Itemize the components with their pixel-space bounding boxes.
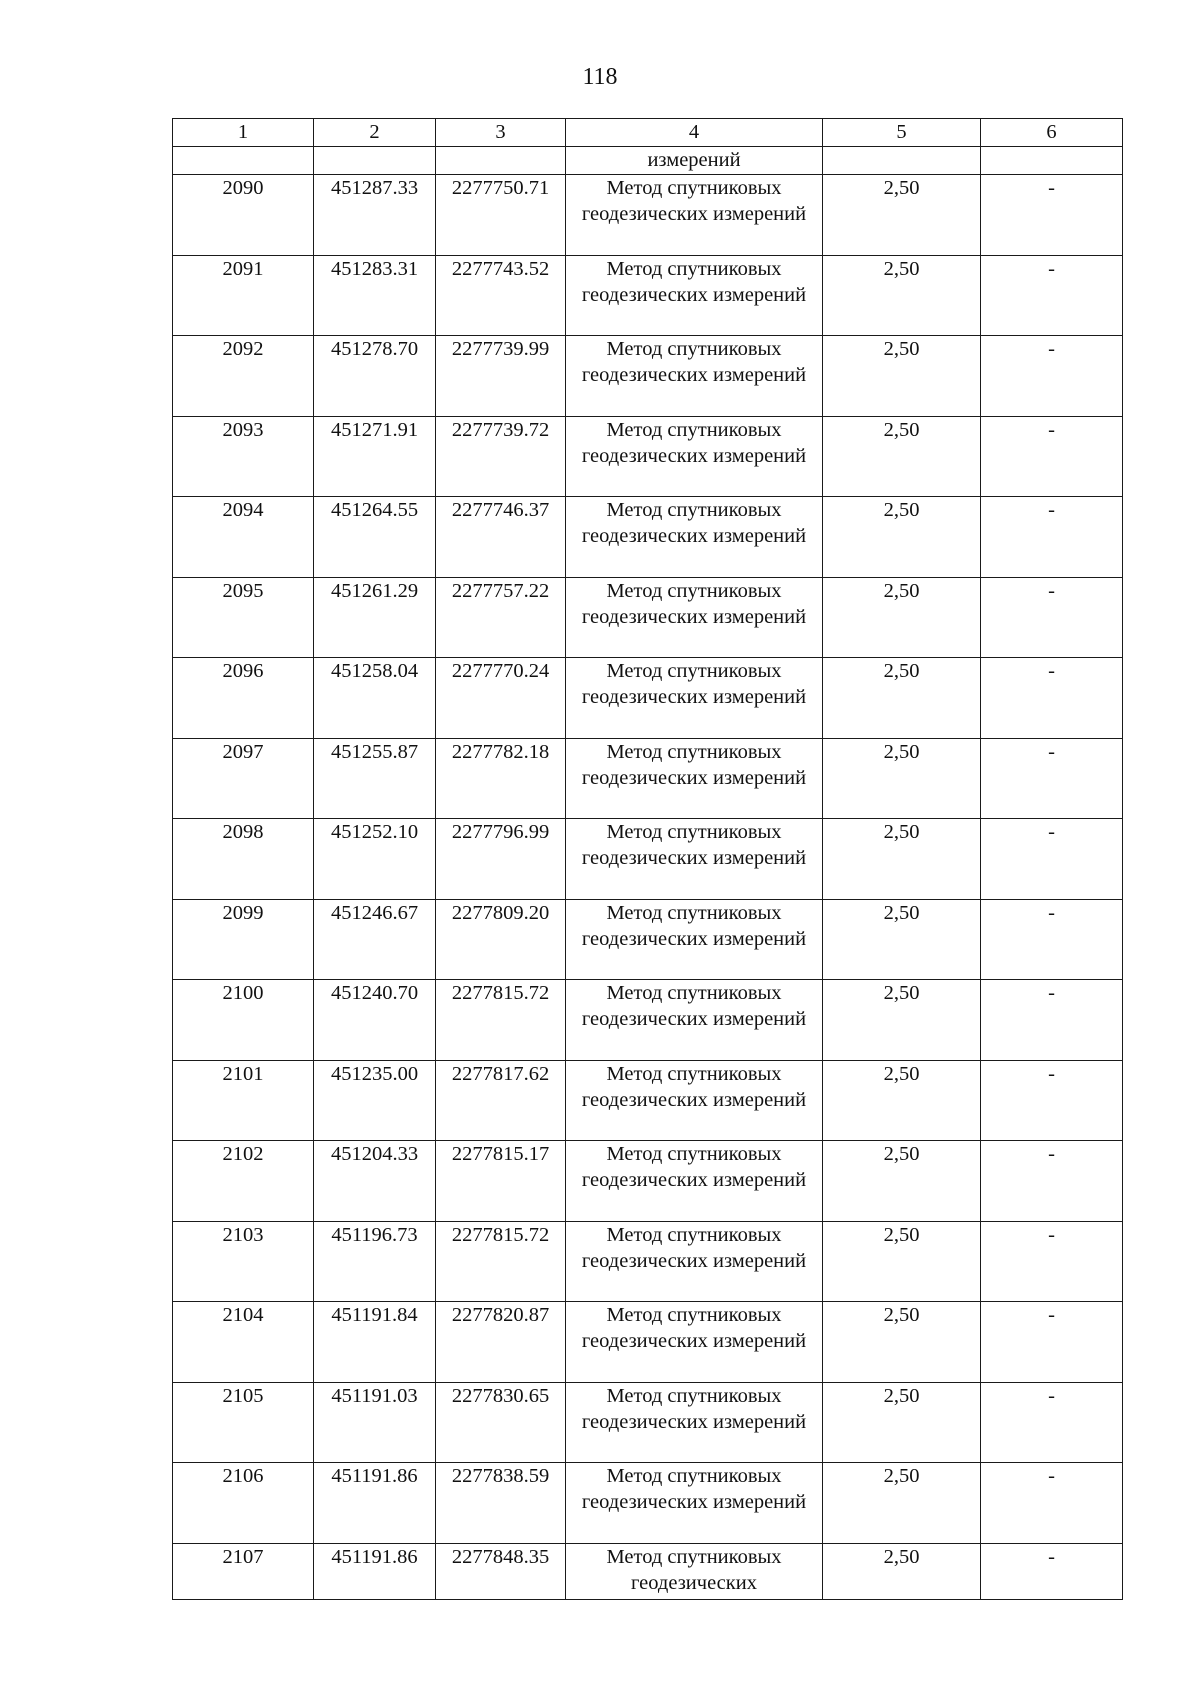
note: - (981, 1382, 1123, 1463)
point-number: 2096 (173, 658, 314, 739)
accuracy: 2,50 (823, 1221, 981, 1302)
note: - (981, 577, 1123, 658)
accuracy: 2,50 (823, 1382, 981, 1463)
point-number: 2092 (173, 336, 314, 417)
note: - (981, 899, 1123, 980)
y-coordinate: 2277746.37 (436, 497, 566, 578)
accuracy: 2,50 (823, 175, 981, 256)
accuracy: 2,50 (823, 577, 981, 658)
page-number: 118 (582, 64, 618, 90)
y-coordinate: 2277743.52 (436, 255, 566, 336)
note: - (981, 175, 1123, 256)
y-coordinate: 2277739.72 (436, 416, 566, 497)
method: Метод спутниковых геодезических измерений (566, 416, 823, 497)
note: - (981, 1543, 1123, 1599)
x-coordinate: 451278.70 (314, 336, 436, 417)
note: - (981, 658, 1123, 739)
note: - (981, 416, 1123, 497)
point-number: 2103 (173, 1221, 314, 1302)
note: - (981, 1060, 1123, 1141)
method: Метод спутниковых геодезических измерений (566, 1463, 823, 1544)
x-coordinate: 451255.87 (314, 738, 436, 819)
note: - (981, 1463, 1123, 1544)
accuracy: 2,50 (823, 980, 981, 1061)
note: - (981, 1302, 1123, 1383)
method: Метод спутниковых геодезических измерений (566, 1221, 823, 1302)
note: - (981, 1221, 1123, 1302)
x-coordinate: 451204.33 (314, 1141, 436, 1222)
note: - (981, 497, 1123, 578)
method: Метод спутниковых геодезических измерений (566, 1382, 823, 1463)
table-row (173, 1060, 1123, 1141)
y-coordinate: 2277770.24 (436, 658, 566, 739)
point-number: 2106 (173, 1463, 314, 1544)
point-number: 2095 (173, 577, 314, 658)
x-coordinate: 451252.10 (314, 819, 436, 900)
method: Метод спутниковых геодезических измерений (566, 899, 823, 980)
accuracy: 2,50 (823, 1141, 981, 1222)
method: Метод спутниковых геодезических измерений (566, 738, 823, 819)
y-coordinate: 2277739.99 (436, 336, 566, 417)
accuracy: 2,50 (823, 1463, 981, 1544)
method: Метод спутниковых геодезических измерений (566, 336, 823, 417)
continuation-row (173, 147, 1123, 175)
accuracy: 2,50 (823, 1543, 981, 1599)
method: Метод спутниковых геодезических измерений (566, 1141, 823, 1222)
accuracy: 2,50 (823, 738, 981, 819)
point-number: 2105 (173, 1382, 314, 1463)
accuracy: 2,50 (823, 1060, 981, 1141)
y-coordinate: 2277815.72 (436, 980, 566, 1061)
table-row (173, 577, 1123, 658)
note: - (981, 980, 1123, 1061)
y-coordinate: 2277848.35 (436, 1543, 566, 1599)
x-coordinate: 451264.55 (314, 497, 436, 578)
note: - (981, 819, 1123, 900)
method: Метод спутниковых геодезических измерений (566, 980, 823, 1061)
x-coordinate: 451235.00 (314, 1060, 436, 1141)
y-coordinate: 2277809.20 (436, 899, 566, 980)
header-row (173, 119, 1123, 147)
point-number: 2099 (173, 899, 314, 980)
y-coordinate: 2277815.72 (436, 1221, 566, 1302)
point-number: 2104 (173, 1302, 314, 1383)
method: Метод спутниковых геодезических измерений (566, 1060, 823, 1141)
coordinates-table (172, 118, 1123, 1600)
x-coordinate: 451191.86 (314, 1463, 436, 1544)
x-coordinate: 451191.84 (314, 1302, 436, 1383)
method: Метод спутниковых геодезических (566, 1543, 823, 1599)
x-coordinate: 451287.33 (314, 175, 436, 256)
accuracy: 2,50 (823, 899, 981, 980)
table-row (173, 819, 1123, 900)
method: Метод спутниковых геодезических измерений (566, 255, 823, 336)
table-row (173, 1302, 1123, 1383)
x-coordinate: 451240.70 (314, 980, 436, 1061)
note: - (981, 255, 1123, 336)
header-cell: 6 (981, 119, 1123, 147)
accuracy: 2,50 (823, 497, 981, 578)
table-row (173, 1463, 1123, 1544)
y-coordinate: 2277838.59 (436, 1463, 566, 1544)
note: - (981, 1141, 1123, 1222)
method: Метод спутниковых геодезических измерений (566, 577, 823, 658)
table-row (173, 175, 1123, 256)
table-row (173, 658, 1123, 739)
note: - (981, 336, 1123, 417)
method: Метод спутниковых геодезических измерений (566, 175, 823, 256)
accuracy: 2,50 (823, 1302, 981, 1383)
x-coordinate: 451191.03 (314, 1382, 436, 1463)
point-number: 2101 (173, 1060, 314, 1141)
accuracy: 2,50 (823, 336, 981, 417)
table-row (173, 1141, 1123, 1222)
x-coordinate: 451258.04 (314, 658, 436, 739)
point-number: 2090 (173, 175, 314, 256)
point-number: 2097 (173, 738, 314, 819)
x-coordinate: 451283.31 (314, 255, 436, 336)
method: Метод спутниковых геодезических измерений (566, 1302, 823, 1383)
point-number: 2093 (173, 416, 314, 497)
continuation-text: измерений (566, 147, 823, 175)
note: - (981, 738, 1123, 819)
y-coordinate: 2277782.18 (436, 738, 566, 819)
table-row (173, 1221, 1123, 1302)
point-number: 2107 (173, 1543, 314, 1599)
table-row (173, 497, 1123, 578)
header-cell: 5 (823, 119, 981, 147)
point-number: 2100 (173, 980, 314, 1061)
x-coordinate: 451271.91 (314, 416, 436, 497)
x-coordinate: 451196.73 (314, 1221, 436, 1302)
point-number: 2098 (173, 819, 314, 900)
table-row (173, 980, 1123, 1061)
accuracy: 2,50 (823, 819, 981, 900)
y-coordinate: 2277817.62 (436, 1060, 566, 1141)
y-coordinate: 2277815.17 (436, 1141, 566, 1222)
y-coordinate: 2277796.99 (436, 819, 566, 900)
table-row (173, 336, 1123, 417)
table-row (173, 738, 1123, 819)
method: Метод спутниковых геодезических измерений (566, 819, 823, 900)
accuracy: 2,50 (823, 416, 981, 497)
accuracy: 2,50 (823, 255, 981, 336)
table-row (173, 255, 1123, 336)
accuracy: 2,50 (823, 658, 981, 739)
y-coordinate: 2277830.65 (436, 1382, 566, 1463)
point-number: 2091 (173, 255, 314, 336)
x-coordinate: 451261.29 (314, 577, 436, 658)
table-row (173, 416, 1123, 497)
header-cell: 1 (173, 119, 314, 147)
y-coordinate: 2277757.22 (436, 577, 566, 658)
y-coordinate: 2277750.71 (436, 175, 566, 256)
method: Метод спутниковых геодезических измерений (566, 497, 823, 578)
header-cell: 3 (436, 119, 566, 147)
header-cell: 4 (566, 119, 823, 147)
table-row (173, 899, 1123, 980)
point-number: 2094 (173, 497, 314, 578)
x-coordinate: 451191.86 (314, 1543, 436, 1599)
method: Метод спутниковых геодезических измерений (566, 658, 823, 739)
table-row (173, 1382, 1123, 1463)
y-coordinate: 2277820.87 (436, 1302, 566, 1383)
header-cell: 2 (314, 119, 436, 147)
table-row (173, 1543, 1123, 1599)
x-coordinate: 451246.67 (314, 899, 436, 980)
point-number: 2102 (173, 1141, 314, 1222)
